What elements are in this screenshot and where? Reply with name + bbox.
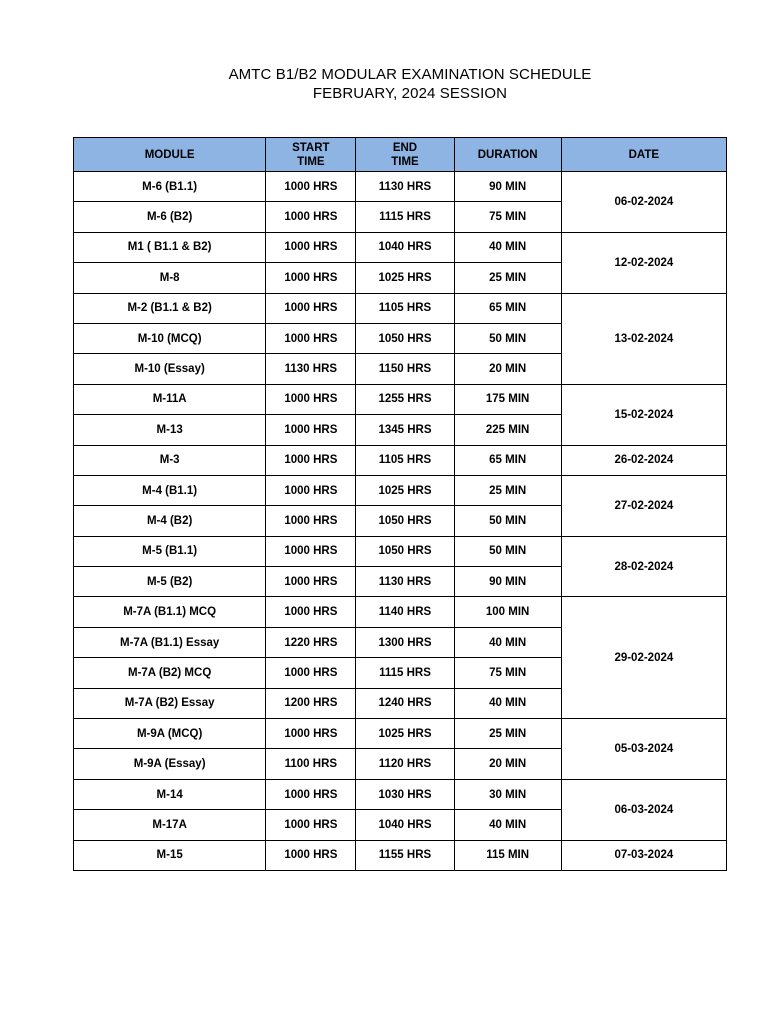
module-cell: M-10 (Essay): [74, 354, 266, 384]
module-cell: M-2 (B1.1 & B2): [74, 293, 266, 323]
module-cell: M-6 (B1.1): [74, 172, 266, 202]
duration-cell: 100 MIN: [454, 597, 561, 627]
table-row: [74, 536, 727, 566]
header-module: MODULE: [74, 138, 266, 172]
module-cell: M-3: [74, 445, 266, 475]
title-line-2: FEBRUARY, 2024 SESSION: [312, 85, 508, 102]
duration-cell: 65 MIN: [454, 445, 561, 475]
module-cell: M-5 (B2): [74, 567, 266, 597]
date-cell: 06-02-2024: [561, 172, 726, 233]
header-end-line1: END: [392, 141, 418, 154]
date-cell: 05-03-2024: [561, 719, 726, 780]
end-time-cell: 1025 HRS: [356, 719, 454, 749]
duration-cell: 50 MIN: [454, 506, 561, 536]
module-cell: M-4 (B2): [74, 506, 266, 536]
duration-cell: 50 MIN: [454, 323, 561, 353]
date-cell: 15-02-2024: [561, 384, 726, 445]
table-row: [74, 232, 727, 262]
date-cell: 27-02-2024: [561, 475, 726, 536]
end-time-cell: 1025 HRS: [356, 263, 454, 293]
date-cell: 07-03-2024: [561, 840, 726, 870]
end-time-cell: 1115 HRS: [356, 202, 454, 232]
end-time-cell: 1040 HRS: [356, 232, 454, 262]
end-time-cell: 1130 HRS: [356, 567, 454, 597]
start-time-cell: 1220 HRS: [266, 627, 356, 657]
module-cell: M-11A: [74, 384, 266, 414]
start-time-cell: 1000 HRS: [266, 232, 356, 262]
end-time-cell: 1240 HRS: [356, 688, 454, 718]
end-time-cell: 1040 HRS: [356, 810, 454, 840]
start-time-cell: 1000 HRS: [266, 445, 356, 475]
exam-schedule-table: [73, 137, 727, 871]
duration-cell: 90 MIN: [454, 567, 561, 597]
start-time-cell: 1000 HRS: [266, 172, 356, 202]
document-title: [0, 65, 768, 103]
start-time-cell: 1000 HRS: [266, 475, 356, 505]
end-time-cell: 1050 HRS: [356, 323, 454, 353]
header-end-line2: TIME: [391, 155, 419, 168]
module-cell: M-17A: [74, 810, 266, 840]
duration-cell: 40 MIN: [454, 810, 561, 840]
module-cell: M-9A (MCQ): [74, 719, 266, 749]
module-cell: M-7A (B2) MCQ: [74, 658, 266, 688]
module-cell: M-7A (B1.1) MCQ: [74, 597, 266, 627]
duration-cell: 75 MIN: [454, 202, 561, 232]
title-line-1: AMTC B1/B2 MODULAR EXAMINATION SCHEDULE: [228, 66, 592, 83]
start-time-cell: 1200 HRS: [266, 688, 356, 718]
duration-cell: 50 MIN: [454, 536, 561, 566]
end-time-cell: 1345 HRS: [356, 415, 454, 445]
start-time-cell: 1000 HRS: [266, 202, 356, 232]
header-duration: DURATION: [454, 138, 561, 172]
duration-cell: 25 MIN: [454, 719, 561, 749]
duration-cell: 40 MIN: [454, 232, 561, 262]
date-cell: 12-02-2024: [561, 232, 726, 293]
duration-cell: 90 MIN: [454, 172, 561, 202]
start-time-cell: 1000 HRS: [266, 384, 356, 414]
duration-cell: 75 MIN: [454, 658, 561, 688]
start-time-cell: 1000 HRS: [266, 658, 356, 688]
duration-cell: 40 MIN: [454, 627, 561, 657]
start-time-cell: 1000 HRS: [266, 506, 356, 536]
end-time-cell: 1050 HRS: [356, 506, 454, 536]
start-time-cell: 1100 HRS: [266, 749, 356, 779]
start-time-cell: 1000 HRS: [266, 263, 356, 293]
duration-cell: 25 MIN: [454, 263, 561, 293]
duration-cell: 20 MIN: [454, 749, 561, 779]
date-cell: 29-02-2024: [561, 597, 726, 719]
end-time-cell: 1300 HRS: [356, 627, 454, 657]
table-row: [74, 719, 727, 749]
module-cell: M-9A (Essay): [74, 749, 266, 779]
start-time-cell: 1130 HRS: [266, 354, 356, 384]
header-start-line2: TIME: [297, 155, 325, 168]
module-cell: M-8: [74, 263, 266, 293]
table-row: [74, 840, 727, 870]
duration-cell: 65 MIN: [454, 293, 561, 323]
table-row: [74, 172, 727, 202]
start-time-cell: 1000 HRS: [266, 567, 356, 597]
duration-cell: 225 MIN: [454, 415, 561, 445]
table-row: [74, 384, 727, 414]
header-date: DATE: [561, 138, 726, 172]
header-start-time: [266, 138, 356, 172]
table-body: [74, 172, 727, 871]
table-row: [74, 597, 727, 627]
module-cell: M-13: [74, 415, 266, 445]
end-time-cell: 1050 HRS: [356, 536, 454, 566]
date-cell: 13-02-2024: [561, 293, 726, 384]
date-cell: 06-03-2024: [561, 779, 726, 840]
duration-cell: 115 MIN: [454, 840, 561, 870]
start-time-cell: 1000 HRS: [266, 810, 356, 840]
end-time-cell: 1025 HRS: [356, 475, 454, 505]
end-time-cell: 1030 HRS: [356, 779, 454, 809]
duration-cell: 30 MIN: [454, 779, 561, 809]
start-time-cell: 1000 HRS: [266, 293, 356, 323]
module-cell: M-4 (B1.1): [74, 475, 266, 505]
end-time-cell: 1150 HRS: [356, 354, 454, 384]
end-time-cell: 1130 HRS: [356, 172, 454, 202]
end-time-cell: 1105 HRS: [356, 293, 454, 323]
header-start-line1: START: [292, 141, 330, 154]
date-cell: 28-02-2024: [561, 536, 726, 597]
start-time-cell: 1000 HRS: [266, 536, 356, 566]
end-time-cell: 1140 HRS: [356, 597, 454, 627]
table-row: [74, 445, 727, 475]
duration-cell: 40 MIN: [454, 688, 561, 718]
module-cell: M1 ( B1.1 & B2): [74, 232, 266, 262]
date-cell: 26-02-2024: [561, 445, 726, 475]
module-cell: M-5 (B1.1): [74, 536, 266, 566]
module-cell: M-6 (B2): [74, 202, 266, 232]
header-end-time: [356, 138, 454, 172]
table-row: [74, 475, 727, 505]
start-time-cell: 1000 HRS: [266, 840, 356, 870]
duration-cell: 25 MIN: [454, 475, 561, 505]
duration-cell: 20 MIN: [454, 354, 561, 384]
module-cell: M-10 (MCQ): [74, 323, 266, 353]
module-cell: M-14: [74, 779, 266, 809]
start-time-cell: 1000 HRS: [266, 415, 356, 445]
table-row: [74, 293, 727, 323]
module-cell: M-7A (B1.1) Essay: [74, 627, 266, 657]
module-cell: M-15: [74, 840, 266, 870]
start-time-cell: 1000 HRS: [266, 323, 356, 353]
end-time-cell: 1155 HRS: [356, 840, 454, 870]
start-time-cell: 1000 HRS: [266, 719, 356, 749]
end-time-cell: 1120 HRS: [356, 749, 454, 779]
end-time-cell: 1115 HRS: [356, 658, 454, 688]
module-cell: M-7A (B2) Essay: [74, 688, 266, 718]
end-time-cell: 1105 HRS: [356, 445, 454, 475]
start-time-cell: 1000 HRS: [266, 597, 356, 627]
start-time-cell: 1000 HRS: [266, 779, 356, 809]
duration-cell: 175 MIN: [454, 384, 561, 414]
table-header-row: [74, 138, 727, 172]
table-row: [74, 779, 727, 809]
end-time-cell: 1255 HRS: [356, 384, 454, 414]
